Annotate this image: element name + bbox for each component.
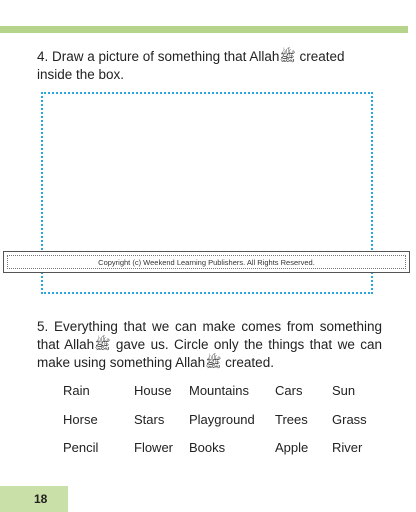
- word-option[interactable]: Cars: [275, 383, 303, 398]
- header-accent-bar: [0, 26, 416, 33]
- word-option[interactable]: Horse: [63, 412, 98, 427]
- copyright-banner: [3, 251, 410, 273]
- question-4-text: 4. Draw a picture of something that Allahﷺ created inside the box.: [37, 49, 345, 82]
- copyright-text: Copyright (c) Weekend Learning Publishers. All Rights Reserved.: [7, 255, 406, 269]
- word-option[interactable]: Grass: [332, 412, 367, 427]
- header-bar-gap: [408, 26, 416, 33]
- word-option[interactable]: Books: [189, 440, 226, 455]
- word-option[interactable]: Flower: [134, 440, 174, 455]
- word-option[interactable]: River: [332, 440, 363, 455]
- question-5-text: 5. Everything that we can make comes from something that Allahﷺ gave us. Circle only the things that we can make using something Allahﷺ created.: [37, 319, 383, 370]
- word-option[interactable]: Mountains: [189, 383, 249, 398]
- word-option[interactable]: House: [134, 383, 172, 398]
- word-option[interactable]: Playground: [189, 412, 255, 427]
- page-number: 18: [34, 492, 48, 506]
- word-option[interactable]: Sun: [332, 383, 356, 398]
- word-option[interactable]: Apple: [275, 440, 309, 455]
- word-option[interactable]: Rain: [63, 383, 90, 398]
- word-option[interactable]: Trees: [275, 412, 308, 427]
- word-option[interactable]: Pencil: [63, 440, 99, 455]
- word-option[interactable]: Stars: [134, 412, 165, 427]
